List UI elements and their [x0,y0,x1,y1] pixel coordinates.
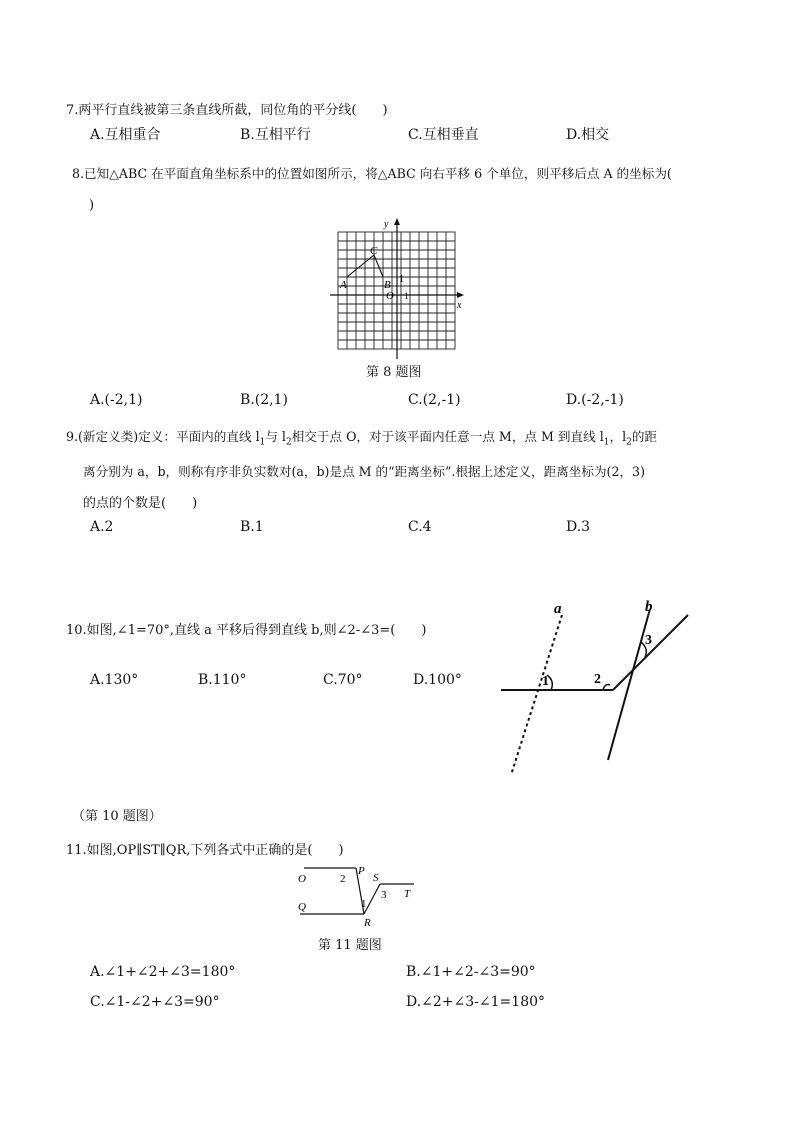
q11-option-d: D.∠2+∠3-∠1=180° [406,994,546,1010]
q10-option-c: C.70° [323,672,363,688]
q8-label-c: C [370,245,378,257]
q10-option-a: A.130° [90,672,139,688]
q8-option-a: A.(-2,1) [90,392,143,408]
q7-stem: 7.两平行直线被第三条直线所截，同位角的平分线( ) [66,103,388,118]
q8-stem-line1: 8.已知△ABC 在平面直角坐标系中的位置如图所示，将△ABC 向右平移 6 个单位，则平移后点 A 的坐标为( [72,166,672,181]
q8-axes [330,218,464,359]
q11-label-3: 3 [381,889,387,901]
q9-option-b: B.1 [240,519,264,535]
q10-parallel-lines-figure [495,595,705,780]
q11-option-a: A.∠1+∠2+∠3=180° [90,964,236,980]
q9-option-d: D.3 [566,519,591,535]
q11-label-p: P [358,865,365,877]
q8-option-b: B.(2,1) [240,392,288,408]
q7-option-d: D.相交 [566,127,610,143]
q9-stem-line2: 离分别为 a，b，则称有序非负实数对(a，b)是点 M 的“距离坐标”.根据上述定义，距离坐标为(2，3) [83,464,645,479]
q10-option-d: D.100° [413,672,462,688]
q8-label-one-x: 1 [404,291,409,301]
q8-label-b: B [384,279,391,291]
q11-option-b: B.∠1+∠2-∠3=90° [406,964,536,980]
q11-label-t: T [404,888,411,900]
q11-label-r: R [364,917,371,929]
q11-label-1: 1 [361,898,367,910]
q10-label-b: b [645,599,653,615]
q7-option-a: A.互相重合 [90,127,161,143]
q8-coordinate-figure [320,212,480,362]
q10-label-1: 1 [542,674,549,689]
q8-option-c: C.(2,-1) [408,392,461,408]
q10-label-a: a [554,601,562,617]
q7-option-c: C.互相垂直 [408,127,479,143]
q8-label-o: O [386,290,394,302]
q9-stem-line1: 9.(新定义类)定义：平面内的直线 $l_1$与 $l_2$相交于点 O，对于该平面内任意一点 M，点 M 到直线 $l_1$，$l_2$的距 [66,429,658,448]
q11-stem: 11.如图,OP∥ST∥QR,下列各式中正确的是( ) [66,843,344,858]
q11-label-2: 2 [340,873,346,885]
q8-stem-line2: ) [89,198,95,213]
q8-label-a: A [340,279,347,291]
q10-label-2: 2 [594,672,601,687]
q8-figure-caption: 第 8 题图 [366,365,422,380]
q9-option-c: C.4 [408,519,432,535]
q11-label-q: Q [298,901,306,913]
q10-figure-caption: （第 10 题图） [72,809,162,824]
q9-stem-line3: 的点的个数是( ) [83,496,198,511]
q11-label-s: S [373,872,379,884]
q10-line-b [608,609,650,760]
q11-parallel-lines-figure [290,860,430,932]
q10-option-b: B.110° [198,672,247,688]
q11-label-o: O [298,873,306,885]
q8-label-x: x [457,300,462,311]
q11-figure-caption: 第 11 题图 [318,938,382,953]
q9-option-a: A.2 [90,519,114,535]
q7-option-b: B.互相平行 [240,127,311,143]
q10-line-a [511,615,562,775]
q8-option-d: D.(-2,-1) [566,392,624,408]
q10-slanted-line [613,615,688,690]
q10-stem: 10.如图,∠1=70°,直线 a 平移后得到直线 b,则∠2-∠3=( ) [66,623,427,638]
q10-label-3: 3 [645,633,652,648]
q8-label-y: y [384,219,389,230]
q11-option-c: C.∠1-∠2+∠3=90° [90,994,220,1010]
q8-label-one-y: 1 [399,274,404,285]
